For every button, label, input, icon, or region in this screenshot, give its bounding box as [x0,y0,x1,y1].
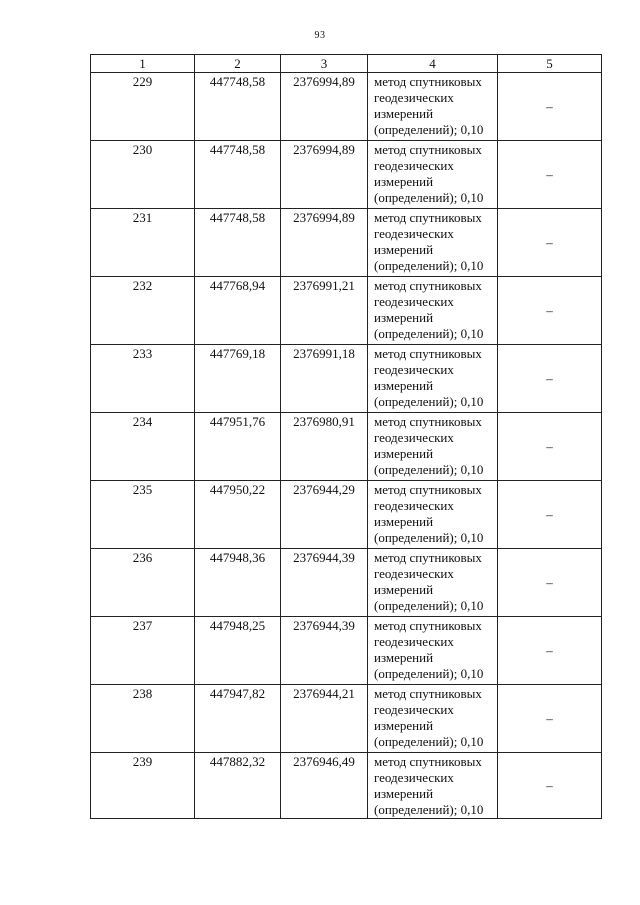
note-dash: – [546,370,553,386]
column-header-4: 4 [368,55,498,73]
method-line: измерений [374,446,434,461]
column-header-3: 3 [281,55,368,73]
y-coordinate-cell: 2376994,89 [281,73,368,141]
column-header-2: 2 [195,55,281,73]
point-number-cell: 231 [91,209,195,277]
x-coordinate-cell: 447769,18 [195,345,281,413]
note-dash: – [546,506,553,522]
method-line: геодезических [374,498,454,513]
table-row [91,141,602,209]
x-coordinate-cell: 447748,58 [195,209,281,277]
method-cell [368,685,498,753]
method-line: (определений); 0,10 [374,530,484,545]
method-line: измерений [374,786,434,801]
method-cell [368,617,498,685]
method-cell [368,141,498,209]
method-line: метод спутниковых [374,550,482,565]
table-row [91,685,602,753]
x-coordinate-cell: 447948,36 [195,549,281,617]
method-line: измерений [374,242,434,257]
note-cell [498,617,602,685]
table-row [91,209,602,277]
note-cell [498,413,602,481]
method-line: (определений); 0,10 [374,394,484,409]
method-line: геодезических [374,294,454,309]
x-coordinate-cell: 447882,32 [195,753,281,819]
method-line: метод спутниковых [374,346,482,361]
method-line: метод спутниковых [374,686,482,701]
x-coordinate-cell: 447748,58 [195,141,281,209]
note-dash: – [546,642,553,658]
note-cell [498,277,602,345]
method-cell [368,209,498,277]
method-line: геодезических [374,702,454,717]
method-cell [368,481,498,549]
y-coordinate-cell: 2376944,21 [281,685,368,753]
note-dash: – [546,710,553,726]
table-header-row [91,55,602,73]
point-number-cell: 238 [91,685,195,753]
note-dash: – [546,777,553,793]
method-line: (определений); 0,10 [374,122,484,137]
point-number-cell: 234 [91,413,195,481]
method-cell [368,413,498,481]
y-coordinate-cell: 2376980,91 [281,413,368,481]
method-line: метод спутниковых [374,210,482,225]
method-line: метод спутниковых [374,278,482,293]
y-coordinate-cell: 2376994,89 [281,209,368,277]
note-cell [498,549,602,617]
point-number-cell: 229 [91,73,195,141]
table-body [91,73,602,819]
method-line: (определений); 0,10 [374,190,484,205]
x-coordinate-cell: 447951,76 [195,413,281,481]
point-number-cell: 236 [91,549,195,617]
note-cell [498,685,602,753]
method-line: геодезических [374,634,454,649]
method-cell [368,345,498,413]
table-row [91,753,602,819]
note-dash: – [546,574,553,590]
method-line: измерений [374,378,434,393]
method-line: геодезических [374,430,454,445]
method-line: (определений); 0,10 [374,326,484,341]
x-coordinate-cell: 447768,94 [195,277,281,345]
column-header-1: 1 [91,55,195,73]
note-cell [498,209,602,277]
method-line: метод спутниковых [374,482,482,497]
method-line: метод спутниковых [374,142,482,157]
y-coordinate-cell: 2376944,39 [281,549,368,617]
note-dash: – [546,234,553,250]
method-line: (определений); 0,10 [374,598,484,613]
method-cell [368,753,498,819]
point-number-cell: 230 [91,141,195,209]
method-line: геодезических [374,566,454,581]
table-row [91,73,602,141]
method-line: геодезических [374,90,454,105]
method-line: измерений [374,174,434,189]
note-dash: – [546,98,553,114]
method-line: геодезических [374,362,454,377]
column-header-5: 5 [498,55,602,73]
coordinates-table [90,54,602,819]
point-number-cell: 233 [91,345,195,413]
page-number: 93 [314,30,326,41]
y-coordinate-cell: 2376946,49 [281,753,368,819]
x-coordinate-cell: 447947,82 [195,685,281,753]
method-line: геодезических [374,158,454,173]
method-line: измерений [374,514,434,529]
note-cell [498,345,602,413]
table-row [91,413,602,481]
note-cell [498,141,602,209]
method-line: измерений [374,650,434,665]
point-number-cell: 235 [91,481,195,549]
method-line: измерений [374,582,434,597]
table-row [91,481,602,549]
method-line: метод спутниковых [374,414,482,429]
x-coordinate-cell: 447748,58 [195,73,281,141]
table-row [91,277,602,345]
method-cell [368,277,498,345]
point-number-cell: 239 [91,753,195,819]
point-number-cell: 232 [91,277,195,345]
x-coordinate-cell: 447950,22 [195,481,281,549]
note-dash: – [546,302,553,318]
y-coordinate-cell: 2376991,18 [281,345,368,413]
method-cell [368,73,498,141]
method-line: измерений [374,106,434,121]
y-coordinate-cell: 2376944,29 [281,481,368,549]
method-line: (определений); 0,10 [374,258,484,273]
note-cell [498,753,602,819]
method-line: (определений); 0,10 [374,666,484,681]
table-row [91,617,602,685]
method-line: метод спутниковых [374,618,482,633]
table-row [91,549,602,617]
note-cell [498,73,602,141]
method-cell [368,549,498,617]
method-line: (определений); 0,10 [374,734,484,749]
method-line: измерений [374,310,434,325]
note-dash: – [546,438,553,454]
note-dash: – [546,166,553,182]
point-number-cell: 237 [91,617,195,685]
method-line: геодезических [374,770,454,785]
note-cell [498,481,602,549]
method-line: метод спутниковых [374,74,482,89]
x-coordinate-cell: 447948,25 [195,617,281,685]
y-coordinate-cell: 2376944,39 [281,617,368,685]
table-row [91,345,602,413]
method-line: (определений); 0,10 [374,462,484,477]
method-line: измерений [374,718,434,733]
y-coordinate-cell: 2376994,89 [281,141,368,209]
method-line: метод спутниковых [374,754,482,769]
method-line: (определений); 0,10 [374,802,484,817]
y-coordinate-cell: 2376991,21 [281,277,368,345]
method-line: геодезических [374,226,454,241]
